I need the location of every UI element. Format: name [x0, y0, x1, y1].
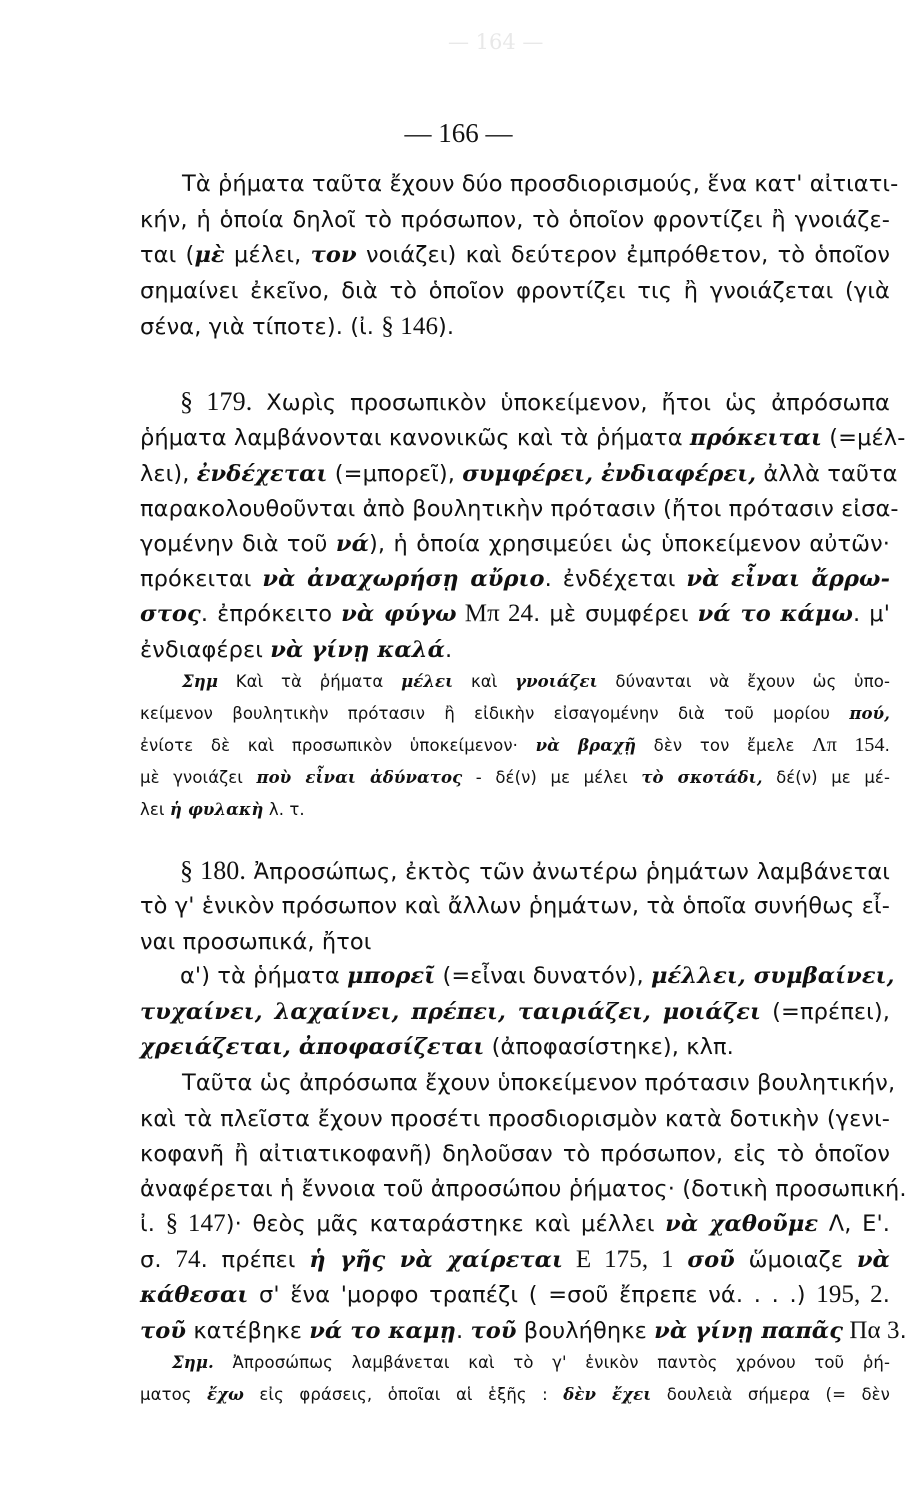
text-run: [674, 1247, 688, 1273]
emphasized-text: τοῦ: [470, 1318, 517, 1344]
text-line: [180, 960, 895, 992]
emphasized-text: ἔχω: [207, 1385, 244, 1404]
text-run: παρακολουθοῦνται ἀπὸ βουλητικὴν πρότασιν (ἤτοι πρότασιν εἰσα-: [140, 496, 899, 522]
note-line: [140, 765, 890, 790]
text-run: σ.: [140, 1247, 176, 1273]
text-line: [140, 1138, 890, 1170]
text-run: . μ': [853, 601, 890, 627]
text-run: ἀναφέρεται ἡ ἔννοια τοῦ ἀπροσώπου ῥήματος· (δοτικὴ προσωπική.: [140, 1176, 907, 1202]
text-run: 195, 2: [816, 1281, 883, 1308]
note-line: [172, 1350, 890, 1375]
text-run: . μὲ συμφέρει: [533, 601, 698, 627]
text-run: δὲν τον ἔμελε: [636, 736, 813, 755]
text-run: κήν, ἡ ὁποία δηλοῖ τὸ πρόσωπον, τὸ ὁποῖον φροντίζει ἢ γνοιάζε-: [140, 207, 890, 233]
bleed-through-page-number: — 164 —: [448, 30, 544, 54]
text-run: )· θεὸς μᾶς καταράστηκε καὶ μέλλει: [225, 1211, 666, 1237]
text-run: ἀλλὰ ταῦτα: [756, 461, 898, 487]
text-line: [140, 598, 890, 630]
text-run: § 147: [165, 1210, 226, 1237]
emphasized-text: ποὺ εἶναι ἀδύνατος: [256, 768, 463, 787]
text-run: Ταῦτα ὡς ἀπρόσωπα ἔχουν ὑποκείμενον πρότασιν βουλητικήν,: [182, 1070, 896, 1096]
text-run: .: [899, 1318, 907, 1344]
text-run: (=μέλ-: [822, 425, 906, 451]
emphasized-text: γνοιάζει: [515, 672, 598, 691]
emphasized-text: νὰ ἀναχωρήσῃ αὔριο: [262, 566, 545, 592]
text-line: [140, 634, 890, 666]
emphasized-text: τοῦ: [140, 1318, 187, 1344]
text-run: ἐνδιαφέρει: [140, 637, 271, 663]
emphasized-text: τυχαίνει, λαχαίνει, πρέπει, ταιριάζει, μοιάζει: [140, 999, 762, 1025]
text-run: μὲ γνοιάζει: [140, 768, 257, 787]
text-run: σημαίνει ἐκεῖνο, διὰ τὸ ὁποῖον φροντίζει τις ἢ γνοιάζεται (γιὰ: [140, 278, 890, 304]
emphasized-text: νὰ βραχῇ: [535, 736, 637, 755]
text-line: [140, 239, 890, 271]
text-run: Χωρὶς προσωπικὸν ὑποκείμενον, ἤτοι ὡς ἀπρόσωπα: [252, 390, 890, 416]
text-line: [140, 311, 890, 343]
emphasized-text: δὲν ἔχει: [563, 1385, 652, 1404]
text-line: [140, 926, 890, 958]
text-run: .: [455, 1318, 471, 1344]
text-run: ), ἡ ὁποία χρησιμεύει ὡς ὑποκείμενον αὐτῶν·: [369, 531, 890, 557]
text-run: .: [882, 1282, 890, 1308]
text-run: ἰ.: [140, 1211, 166, 1237]
emphasized-text: συμφέρει, ἐνδιαφέρει,: [462, 461, 757, 487]
text-run: 74: [175, 1246, 201, 1273]
text-run: . ἐνδέχεται: [544, 566, 687, 592]
text-run: α') τὰ ῥήματα: [180, 963, 348, 989]
emphasized-text: στος: [140, 601, 201, 627]
text-line: [140, 1103, 890, 1135]
page-number: — 166 —: [404, 118, 513, 148]
text-run: ὥμοιαζε: [734, 1247, 857, 1273]
text-run: Ε 175, 1: [563, 1246, 674, 1273]
text-run: Λπ 154: [812, 734, 885, 756]
text-run: (=εἶναι δυνατόν),: [435, 963, 651, 989]
text-run: πρόκειται: [140, 566, 263, 592]
text-run: Ἀπροσώπως λαμβάνεται καὶ τὸ γ' ἑνικὸν παντὸς χρόνου τοῦ ῥή-: [213, 1353, 890, 1372]
emphasized-text: μὲ: [194, 242, 225, 268]
text-run: γομένην διὰ τοῦ: [140, 531, 336, 557]
text-line: [140, 275, 890, 307]
emphasized-text: Σημ.: [172, 1353, 214, 1372]
text-line: [140, 563, 890, 595]
emphasized-text: πού,: [849, 704, 890, 723]
emphasized-text: νὰ χαθοῦμε: [665, 1211, 819, 1237]
emphasized-text: χρειάζεται, ἀποφασίζεται: [140, 1034, 485, 1060]
text-run: ματος: [140, 1385, 208, 1404]
text-line: [140, 890, 890, 922]
text-run: . πρέπει: [200, 1247, 310, 1273]
text-run: (=πρέπει),: [761, 999, 890, 1025]
emphasized-text: νὰ γίνῃ καλά: [270, 637, 446, 663]
text-line: [140, 458, 898, 490]
text-run: λ. τ.: [263, 800, 305, 819]
text-run: Ἀπροσώπως, ἐκτὸς τῶν ἀνωτέρω ῥημάτων λαμβάνεται: [246, 859, 890, 885]
note-line: [140, 1382, 890, 1407]
text-run: μέλει,: [224, 242, 311, 268]
text-line: [140, 204, 890, 236]
text-run: λει),: [140, 461, 197, 487]
text-run: δύνανται νὰ ἔχουν ὡς ὑπο-: [597, 672, 890, 691]
emphasized-text: μπορεῖ: [347, 963, 436, 989]
text-run: τὸ γ' ἑνικὸν πρόσωπον καὶ ἄλλων ῥημάτων, τὰ ὁποῖα συνήθως εἶ-: [140, 893, 890, 919]
text-run: Τὰ ῥήματα ταῦτα ἔχουν δύο προσδιορισμούς, ἕνα κατ' αἰτιατι-: [182, 171, 899, 197]
text-run: (ἀποφασίστηκε), κλπ.: [484, 1034, 734, 1060]
text-line: [140, 528, 890, 560]
text-line: [140, 1173, 907, 1205]
section-number: § 180.: [180, 856, 247, 885]
text-line: [140, 996, 890, 1028]
text-run: Λ, Ε'.: [818, 1211, 891, 1237]
text-run: σένα, γιὰ τίποτε). (ἰ.: [140, 314, 382, 340]
note-line: [182, 669, 890, 694]
note-line: [140, 797, 890, 822]
text-line: [182, 168, 899, 200]
text-run: ται (: [140, 242, 195, 268]
text-run: ἐνίοτε δὲ καὶ προσωπικὸν ὑποκείμενον·: [140, 736, 536, 755]
emphasized-text: ἐνδέχεται: [196, 461, 328, 487]
text-run: . ἐπρόκειτο: [200, 601, 342, 627]
text-run: .: [884, 736, 890, 755]
text-run: λει: [140, 800, 170, 819]
emphasized-text: νά το καμῃ: [309, 1318, 456, 1344]
text-run: κείμενον βουλητικὴν πρότασιν ἢ εἰδικὴν εἰσαγομένην διὰ τοῦ μορίου: [140, 704, 850, 723]
text-run: δουλειὰ σήμερα (= δὲν: [651, 1385, 890, 1404]
emphasized-text: νὰ: [856, 1247, 890, 1273]
text-run: νοιάζει) καὶ δεύτερον ἐμπρόθετον, τὸ ὁποῖον: [356, 242, 891, 268]
text-line: [140, 1208, 890, 1240]
emphasized-text: ἡ φυλακὴ: [169, 800, 264, 819]
text-line: [140, 1031, 890, 1063]
emphasized-text: τὸ σκοτάδι,: [641, 768, 763, 787]
text-run: βουλήθηκε: [516, 1318, 655, 1344]
emphasized-text: νὰ γίνῃ παπᾶς: [654, 1318, 843, 1344]
emphasized-text: νὰ εἶναι ἄρρω-: [686, 566, 891, 592]
text-run: Καὶ τὰ ῥήματα: [218, 672, 402, 691]
text-run: εἰς φράσεις, ὁποῖαι αἱ ἑξῆς :: [243, 1385, 564, 1404]
emphasized-text: μέλει: [401, 672, 454, 691]
text-run: - δέ(ν) με μέλει: [462, 768, 642, 787]
text-run: καὶ τὰ πλεῖστα ἔχουν προσέτι προσδιορισμὸν κατὰ δοτικὴν (γενι-: [140, 1106, 890, 1132]
text-run: .: [445, 637, 453, 663]
emphasized-text: νά το κάμω: [697, 601, 853, 627]
text-line: [180, 855, 890, 888]
emphasized-text: τον: [310, 242, 357, 268]
emphasized-text: πρόκειται: [689, 425, 823, 451]
emphasized-text: κάθεσαι: [140, 1282, 249, 1308]
text-line: [140, 493, 899, 525]
text-run: Πα 3: [843, 1317, 900, 1344]
text-line: [180, 386, 890, 419]
text-run: ).: [438, 314, 455, 340]
text-line: [140, 422, 906, 454]
text-run: Μπ 24: [456, 600, 534, 627]
note-line: [140, 733, 890, 758]
text-run: § 146: [381, 313, 439, 340]
text-run: σ' ἕνα 'μορφο τραπέζι ( =σοῦ ἔπρεπε νά. . . .): [248, 1282, 817, 1308]
text-line: [182, 1067, 896, 1099]
text-run: (=μπορεῖ),: [327, 461, 463, 487]
text-line: [140, 1279, 890, 1311]
note-line: [140, 701, 890, 726]
emphasized-text: νά: [335, 531, 370, 557]
emphasized-text: ἡ γῆς νὰ χαίρεται: [309, 1247, 564, 1273]
emphasized-text: Σημ: [182, 672, 219, 691]
text-line: [140, 1244, 890, 1276]
text-run: ναι προσωπικά, ἤτοι: [140, 929, 372, 955]
text-run: ῥήματα λαμβάνονται κανονικῶς καὶ τὰ ῥήματα: [140, 425, 690, 451]
emphasized-text: μέλλει, συμβαίνει,: [650, 963, 895, 989]
text-run: δέ(ν) με μέ-: [762, 768, 891, 787]
text-run: κατέβηκε: [186, 1318, 310, 1344]
emphasized-text: σοῦ: [687, 1247, 735, 1273]
emphasized-text: νὰ φύγω: [341, 601, 457, 627]
text-run: καὶ: [453, 672, 516, 691]
text-line: [140, 1315, 907, 1347]
section-number: § 179.: [180, 387, 253, 416]
text-run: κοφανῆ ἢ αἰτιατικοφανῆ) δηλοῦσαν τὸ πρόσωπον, εἰς τὸ ὁποῖον: [140, 1141, 890, 1167]
